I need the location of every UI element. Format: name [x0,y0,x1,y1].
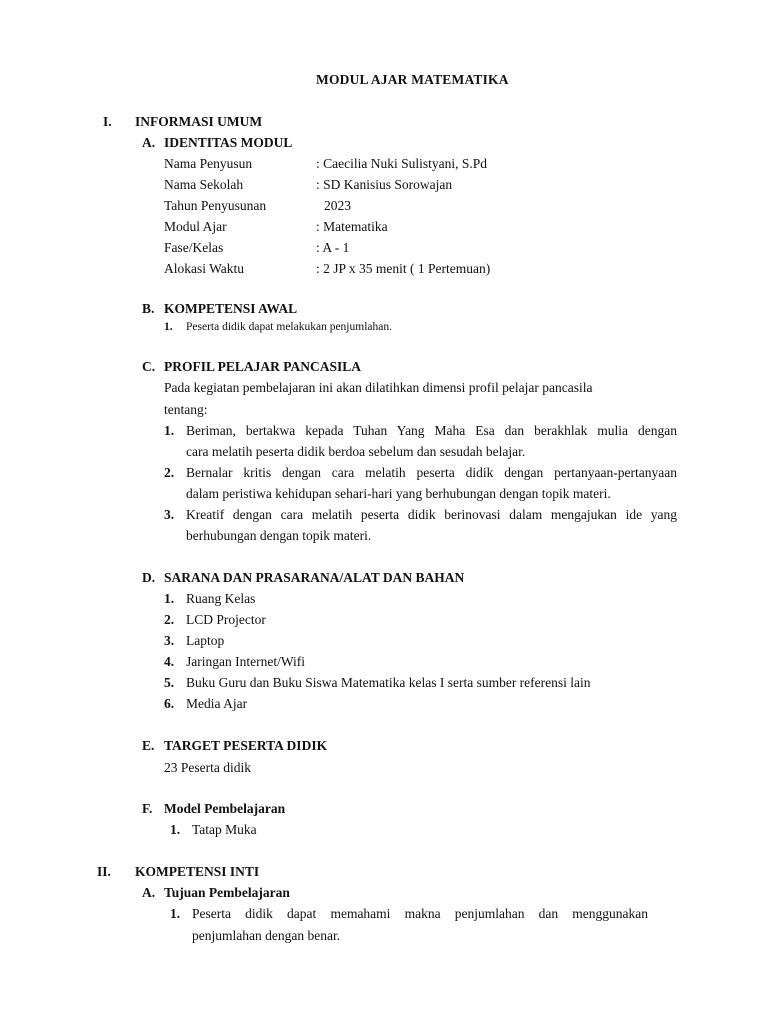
subsection-title: IDENTITAS MODUL [164,135,293,150]
list-item: Jaringan Internet/Wifi [186,654,306,669]
paragraph-line: Pada kegiatan pembelajaran ini akan dilatihkan dimensi profil pelajar pancasila [164,380,593,395]
identity-label: Tahun Penyusunan [164,198,267,213]
subsection-letter: A. [142,885,156,900]
subsection-title: Model Pembelajaran [164,801,286,816]
list-number: 1. [170,822,181,837]
subsection-letter: C. [142,359,156,374]
list-item-line: Kreatif dengan cara melatih peserta didik berinovasi dalam mengajukan ide yang [186,507,677,522]
section-title: KOMPETENSI INTI [135,864,260,879]
document-title: MODUL AJAR MATEMATIKA [316,72,509,87]
identity-label: Fase/Kelas [164,240,224,255]
subsection-title: TARGET PESERTA DIDIK [164,738,328,753]
identity-value: 2023 [324,198,351,213]
list-number: 3. [164,507,175,522]
subsection-letter: D. [142,570,156,585]
list-item-line: cara melatih peserta didik berdoa sebelum dan sesudah belajar. [186,444,526,459]
identity-label: Alokasi Waktu [164,261,245,276]
list-number: 2. [164,612,175,627]
list-item: Peserta didik dapat melakukan penjumlahan. [186,321,392,333]
subsection-letter: B. [142,301,155,316]
list-item-line: penjumlahan dengan benar. [192,928,341,943]
list-number: 1. [164,321,173,333]
paragraph-line: 23 Peserta didik [164,760,251,775]
identity-value: : Caecilia Nuki Sulistyani, S.Pd [316,156,487,171]
subsection-letter: F. [142,801,153,816]
subsection-title: PROFIL PELAJAR PANCASILA [164,359,362,374]
list-item-line: Bernalar kritis dengan cara melatih peserta didik dengan pertanyaan-pertanyaan [186,465,677,480]
list-item-line: dalam peristiwa kehidupan sehari-hari yang berhubungan dengan topik materi. [186,486,611,501]
identity-value: : Matematika [316,219,388,234]
paragraph-line: tentang: [164,402,208,417]
list-number: 1. [170,906,181,921]
list-item-line: Peserta didik dapat memahami makna penjumlahan dan menggunakan [192,906,648,921]
list-number: 3. [164,633,175,648]
subsection-title: SARANA DAN PRASARANA/ALAT DAN BAHAN [164,570,465,585]
list-item: Laptop [186,633,225,648]
identity-label: Modul Ajar [164,219,227,234]
list-item: Tatap Muka [192,822,257,837]
list-item: Buku Guru dan Buku Siswa Matematika kelas I serta sumber referensi lain [186,675,591,690]
identity-value: : SD Kanisius Sorowajan [316,177,453,192]
list-item-line: berhubungan dengan topik materi. [186,528,372,543]
identity-value: : 2 JP x 35 menit ( 1 Pertemuan) [316,261,491,276]
subsection-title: Tujuan Pembelajaran [164,885,290,900]
list-number: 4. [164,654,175,669]
identity-label: Nama Sekolah [164,177,244,192]
identity-label: Nama Penyusun [164,156,253,171]
subsection-letter: E. [142,738,155,753]
section-number: I. [103,114,112,129]
subsection-letter: A. [142,135,156,150]
identity-value: : A - 1 [316,240,350,255]
list-number: 1. [164,591,175,606]
list-number: 2. [164,465,175,480]
list-number: 1. [164,423,175,438]
subsection-title: KOMPETENSI AWAL [164,301,298,316]
list-item-line: Beriman, bertakwa kepada Tuhan Yang Maha Esa dan berakhlak mulia dengan [186,423,677,438]
section-number: II. [97,864,111,879]
list-number: 5. [164,675,175,690]
list-item: LCD Projector [186,612,266,627]
list-item: Ruang Kelas [186,591,256,606]
section-title: INFORMASI UMUM [135,114,263,129]
list-number: 6. [164,696,175,711]
list-item: Media Ajar [186,696,248,711]
